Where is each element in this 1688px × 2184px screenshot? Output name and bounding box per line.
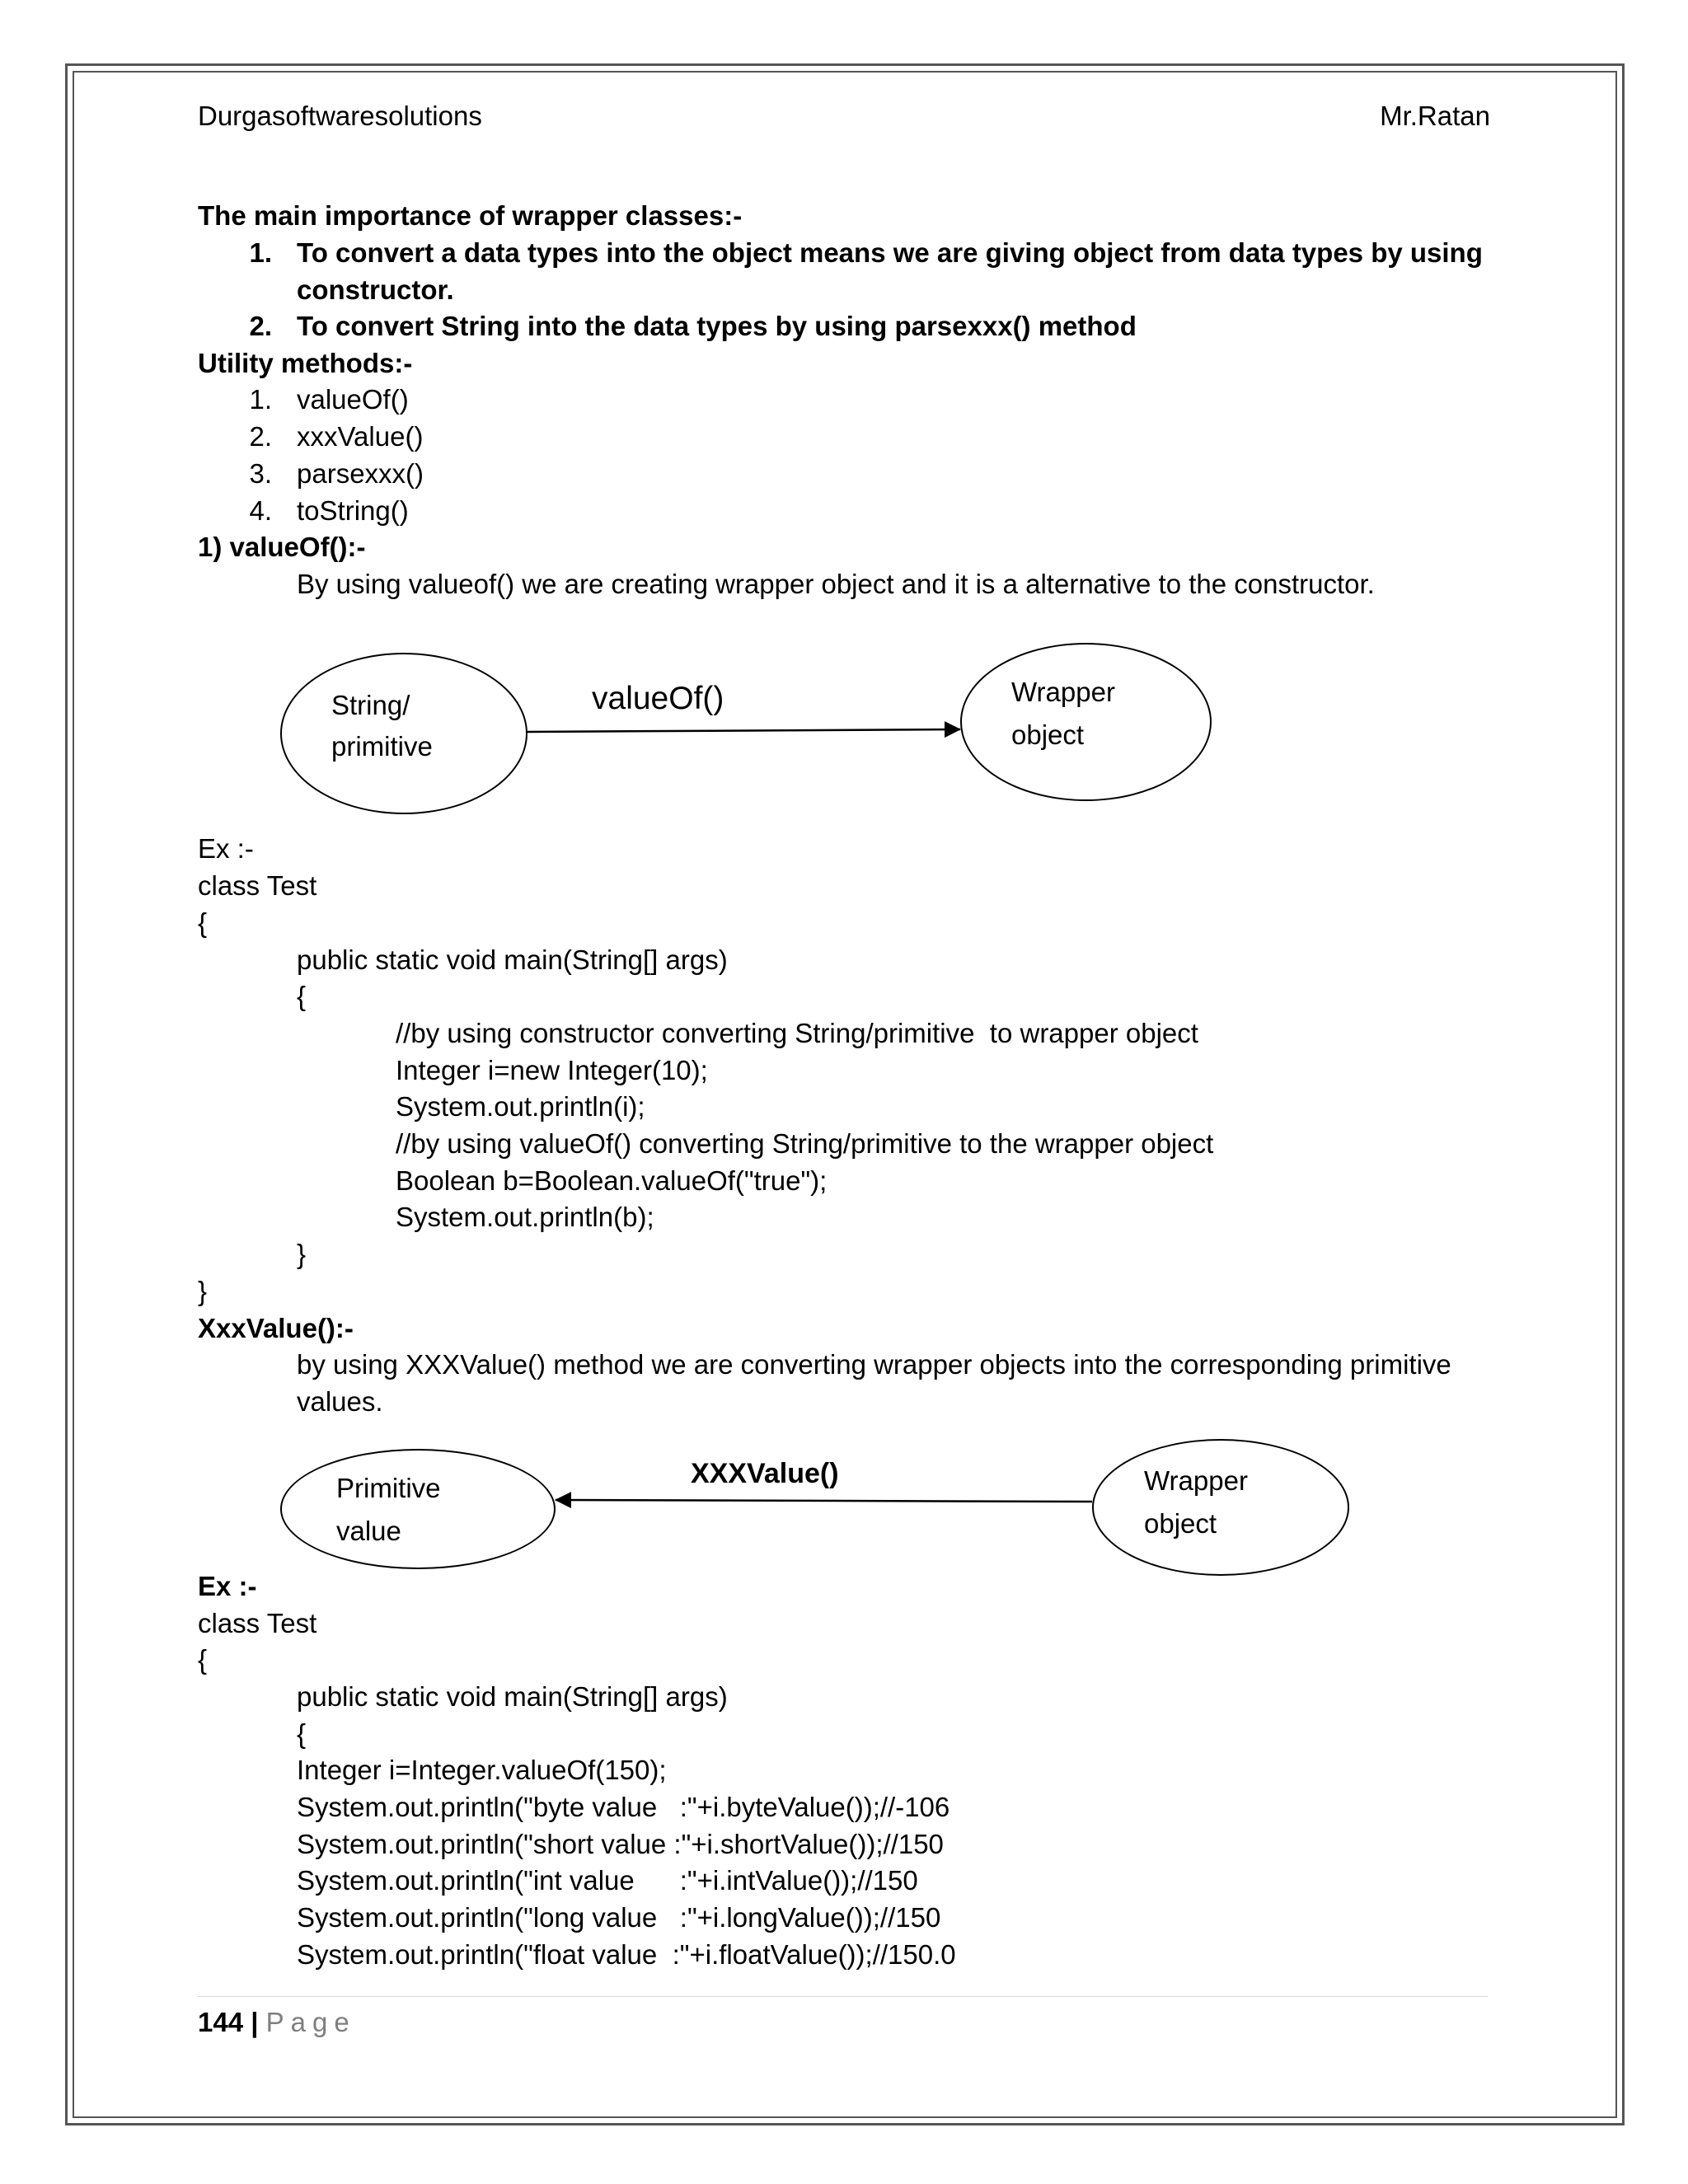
intro-point-1-line1: To convert a data types into the object means we are giving object from data types by using: [297, 237, 1483, 268]
diagram2-left-line2: value: [336, 1516, 401, 1546]
code2-line-8: System.out.println("int value :"+i.intValue());//150: [297, 1865, 918, 1896]
intro-point-2-number: 2.: [249, 311, 272, 341]
valueof-description: By using valueof() we are creating wrapper object and it is a alternative to the constructor.: [297, 569, 1375, 599]
utility-item-1-number: 1.: [249, 384, 272, 415]
valueof-example-label: Ex :-: [198, 833, 254, 864]
code1-line-1: class Test: [198, 870, 317, 901]
page-label: Page: [265, 2007, 356, 2037]
xxxvalue-arrow: [556, 1500, 1092, 1502]
footer-divider: [198, 1996, 1488, 1997]
utility-item-1: valueOf(): [297, 384, 409, 415]
intro-point-2-line1: To convert String into the data types by using parsexxx() method: [297, 311, 1137, 341]
code2-line-2: {: [198, 1644, 208, 1675]
intro-point-1-line2: constructor.: [297, 274, 454, 305]
valueof-arrow-label: valueOf(): [592, 681, 724, 716]
diagram2-right-line2: object: [1144, 1508, 1217, 1539]
code2-line-3: public static void main(String[] args): [297, 1681, 728, 1712]
diagram1-left-line1: String/: [331, 690, 410, 720]
code1-line-9: Boolean b=Boolean.valueOf("true");: [396, 1165, 828, 1196]
header-right: Mr.Ratan: [1380, 101, 1490, 131]
header-left: Durgasoftwaresolutions: [198, 101, 482, 131]
code1-line-4: {: [297, 981, 307, 1011]
utility-item-3-number: 3.: [249, 458, 272, 489]
utility-heading: Utility methods:-: [198, 348, 413, 378]
intro-point-1-number: 1.: [249, 237, 272, 268]
code1-line-11: }: [297, 1239, 307, 1269]
utility-item-4: toString(): [297, 495, 409, 526]
code2-line-9: System.out.println("long value :"+i.longValue());//150: [297, 1902, 941, 1933]
xxxvalue-description-line1: by using XXXValue() method we are converting wrapper objects into the corresponding primitive: [297, 1349, 1451, 1380]
xxxvalue-arrow-label: XXXValue(): [691, 1458, 839, 1489]
diagram1-left-line2: primitive: [331, 731, 433, 762]
valueof-heading: 1) valueOf():-: [198, 532, 366, 562]
valueof-arrow: [528, 729, 960, 732]
page-footer: [198, 2004, 356, 2041]
diagram2-right-line1: Wrapper: [1144, 1465, 1248, 1496]
utility-item-2-number: 2.: [249, 421, 272, 452]
code2-line-6: System.out.println("byte value :"+i.byteValue());//-106: [297, 1792, 950, 1822]
code2-line-5: Integer i=Integer.valueOf(150);: [297, 1755, 667, 1785]
diagram1-right-line2: object: [1011, 719, 1085, 750]
footer-separator: |: [251, 2007, 259, 2037]
diagram1-right-line1: Wrapper: [1011, 677, 1115, 707]
xxxvalue-example-label: Ex :-: [198, 1571, 257, 1601]
code1-line-12: }: [198, 1276, 208, 1306]
code1-line-7: System.out.println(i);: [396, 1091, 645, 1122]
code1-line-6: Integer i=new Integer(10);: [396, 1055, 708, 1085]
intro-heading: The main importance of wrapper classes:-: [198, 200, 743, 231]
code2-line-1: class Test: [198, 1608, 317, 1638]
code2-line-10: System.out.println("float value :"+i.floatValue());//150.0: [297, 1939, 956, 1970]
diagram2-left-line1: Primitive: [336, 1473, 441, 1503]
code1-line-8: //by using valueOf() converting String/primitive to the wrapper object: [396, 1128, 1214, 1159]
code1-line-3: public static void main(String[] args): [297, 944, 728, 975]
code1-line-5: //by using constructor converting String/primitive to wrapper object: [396, 1018, 1198, 1048]
code1-line-10: System.out.println(b);: [396, 1202, 654, 1232]
xxxvalue-description-line2: values.: [297, 1386, 383, 1417]
code1-line-2: {: [198, 907, 208, 938]
utility-item-4-number: 4.: [249, 495, 272, 526]
xxxvalue-heading: XxxValue():-: [198, 1313, 354, 1343]
code2-line-7: System.out.println("short value :"+i.shortValue());//150: [297, 1829, 944, 1859]
utility-item-2: xxxValue(): [297, 421, 424, 452]
page-number: 144: [198, 2007, 244, 2037]
utility-item-3: parsexxx(): [297, 458, 424, 489]
code2-line-4: {: [297, 1718, 307, 1749]
